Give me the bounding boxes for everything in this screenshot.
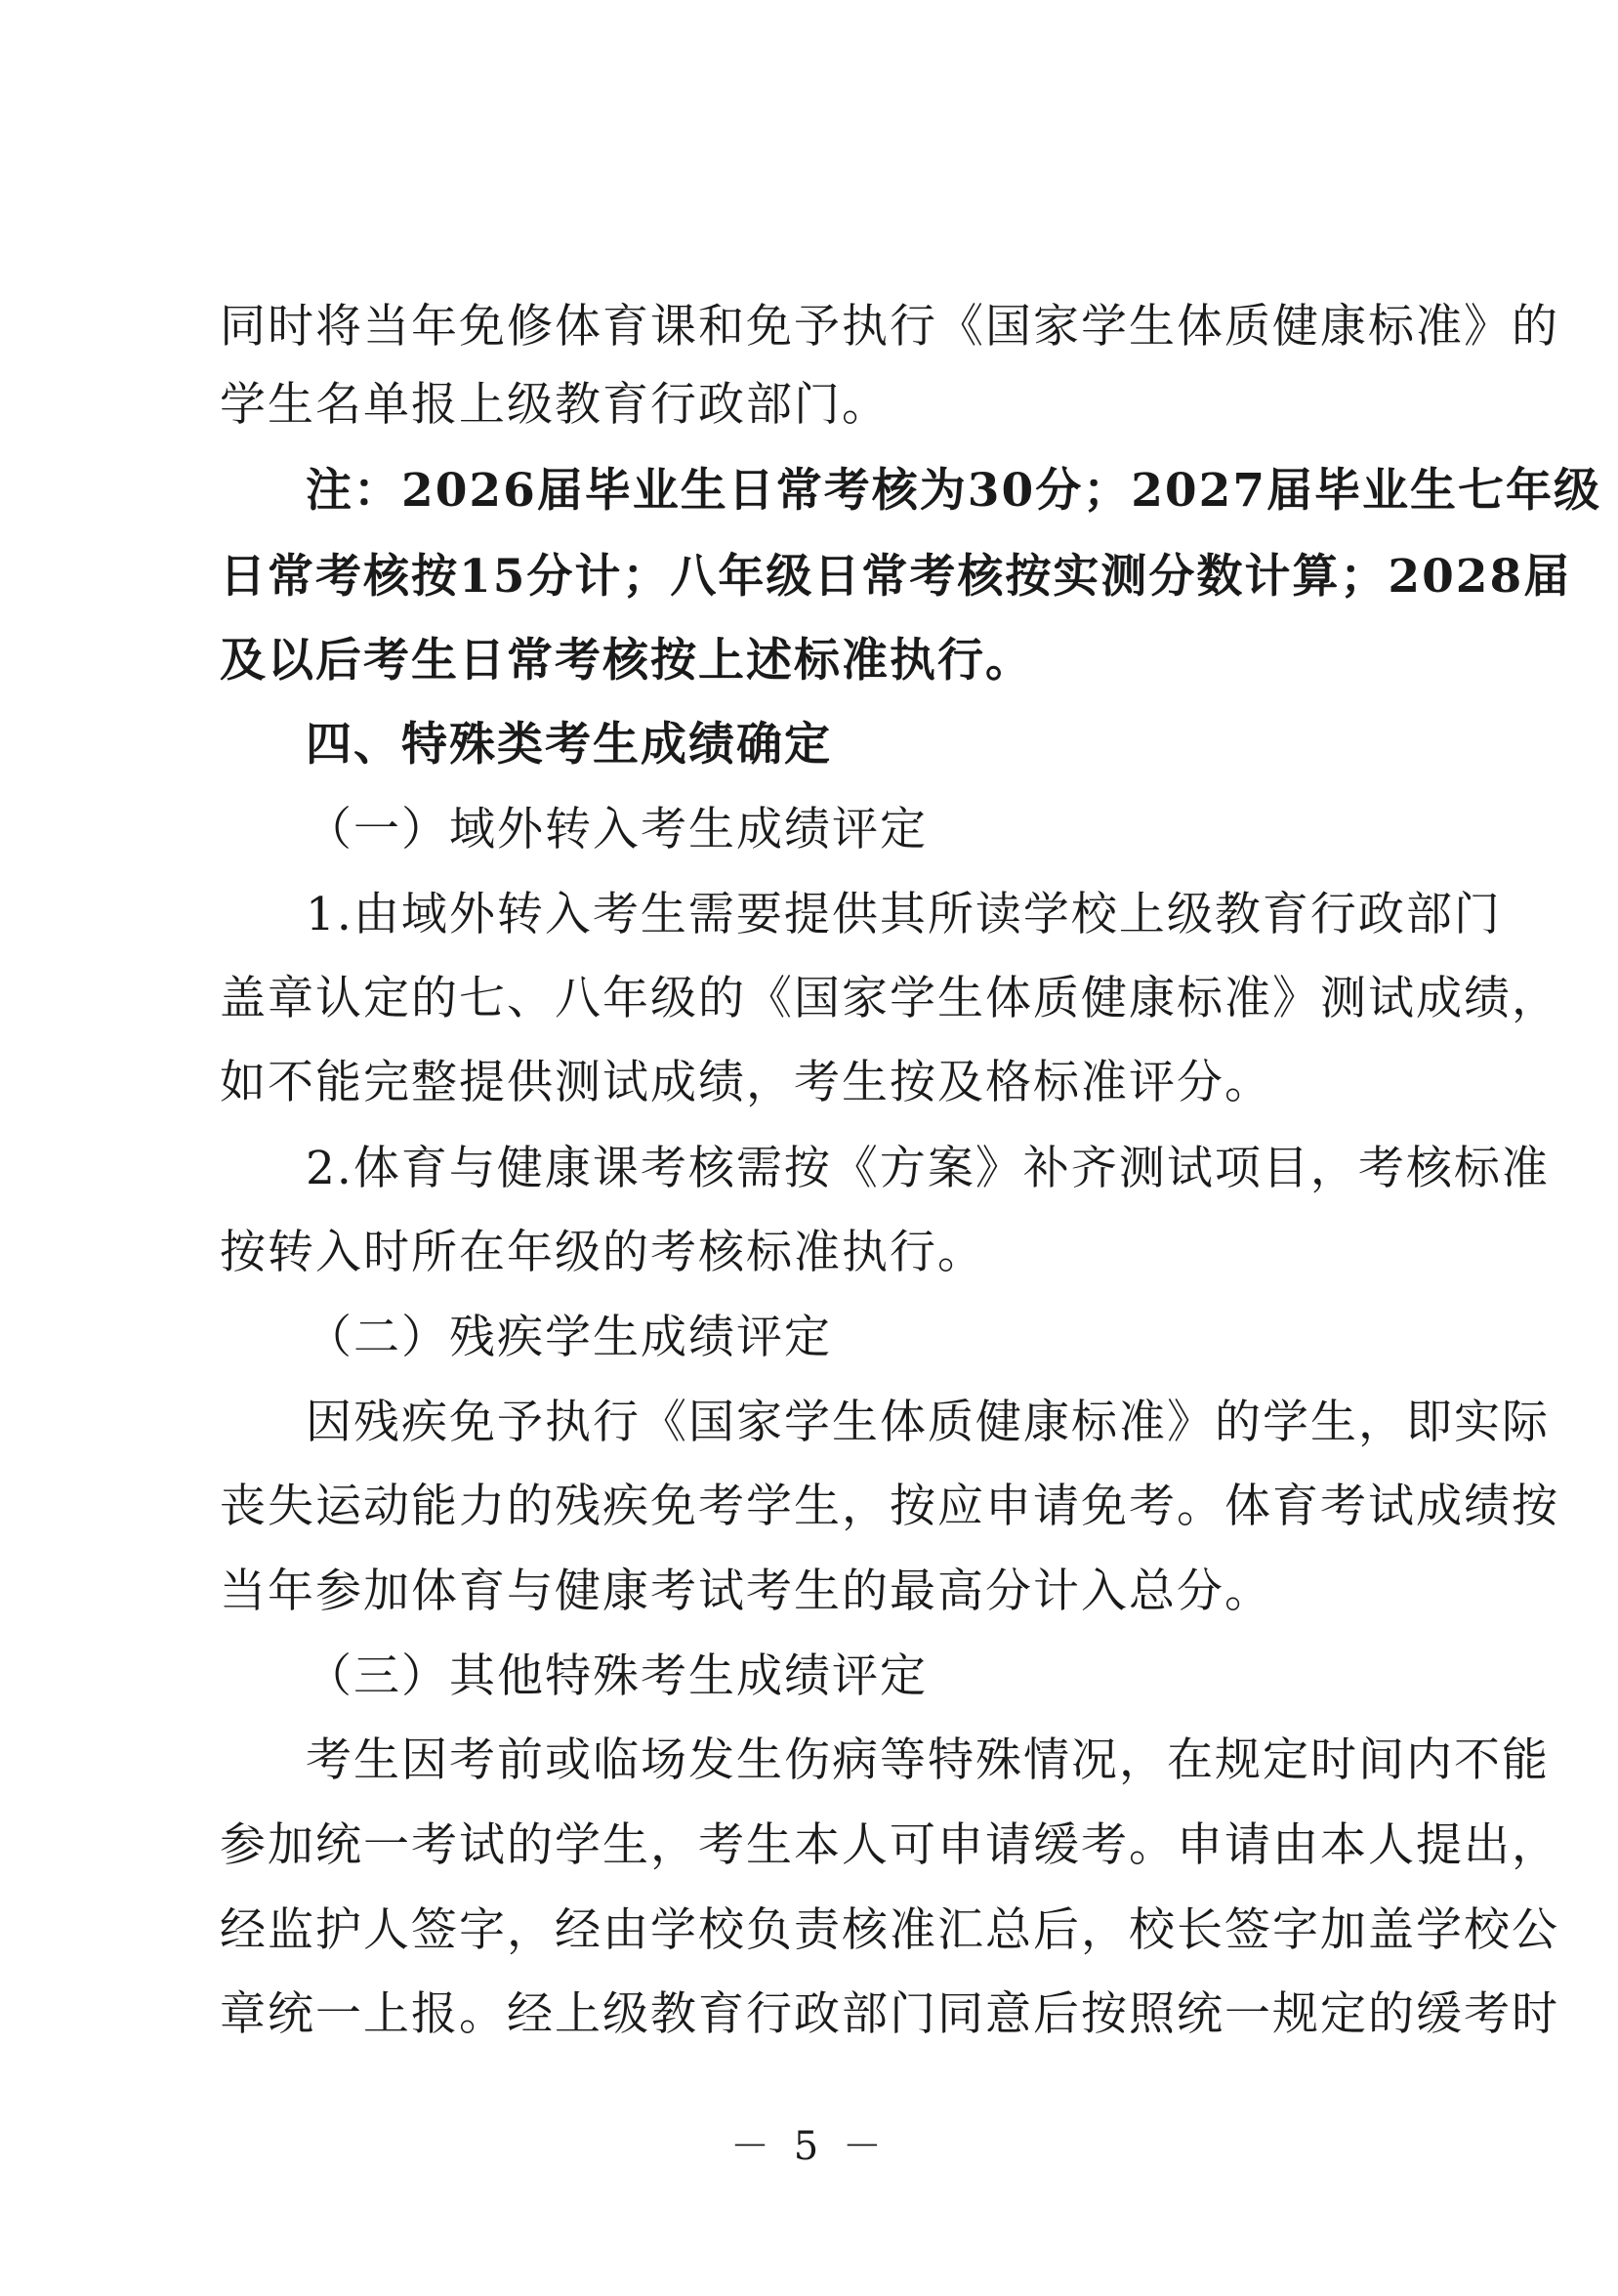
body-text-line: 丧失运动能力的残疾免考学生，按应申请免考。体育考试成绩按: [220, 1480, 1559, 1533]
body-text-line: 如不能完整提供测试成绩，考生按及格标准评分。: [220, 1056, 1272, 1109]
body-text-line: 学生名单报上级教育行政部门。: [220, 378, 890, 432]
body-text-line: 考生因考前或临场发生伤病等特殊情况，在规定时间内不能: [306, 1733, 1550, 1787]
body-text-line: 1.由域外转入考生需要提供其所读学校上级教育行政部门: [306, 888, 1502, 941]
body-text-line: 2.体育与健康课考核需按《方案》补齐测试项目，考核标准: [306, 1142, 1550, 1195]
body-text-line: 同时将当年免修体育课和免予执行《国家学生体质健康标准》的: [220, 300, 1559, 354]
body-text-line: 因残疾免予执行《国家学生体质健康标准》的学生，即实际: [306, 1396, 1550, 1449]
section-heading: 四、特殊类考生成绩确定: [306, 718, 832, 772]
body-text-line: 经监护人签字，经由学校负责核准汇总后，校长签字加盖学校公: [220, 1903, 1559, 1957]
note-text-line: 注：2026届毕业生日常考核为30分；2027届毕业生七年级: [306, 464, 1602, 518]
body-text-line: 盖章认定的七、八年级的《国家学生体质健康标准》测试成绩，: [220, 972, 1559, 1025]
note-text-line: 及以后考生日常考核按上述标准执行。: [220, 634, 1033, 688]
note-text-line: 日常考核按15分计；八年级日常考核按实测分数计算；2028届: [220, 550, 1572, 604]
subsection-heading: （三）其他特殊考生成绩评定: [306, 1649, 928, 1703]
subsection-heading: （二）残疾学生成绩评定: [306, 1311, 832, 1364]
body-text-line: 章统一上报。经上级教育行政部门同意后按照统一规定的缓考时: [220, 1987, 1559, 2041]
body-text-line: 参加统一考试的学生，考生本人可申请缓考。申请由本人提出，: [220, 1818, 1559, 1872]
body-text-line: 当年参加体育与健康考试考生的最高分计入总分。: [220, 1565, 1272, 1618]
page-number: － 5 －: [730, 2124, 888, 2169]
body-text-line: 按转入时所在年级的考核标准执行。: [220, 1226, 985, 1279]
subsection-heading: （一）域外转入考生成绩评定: [306, 803, 928, 856]
